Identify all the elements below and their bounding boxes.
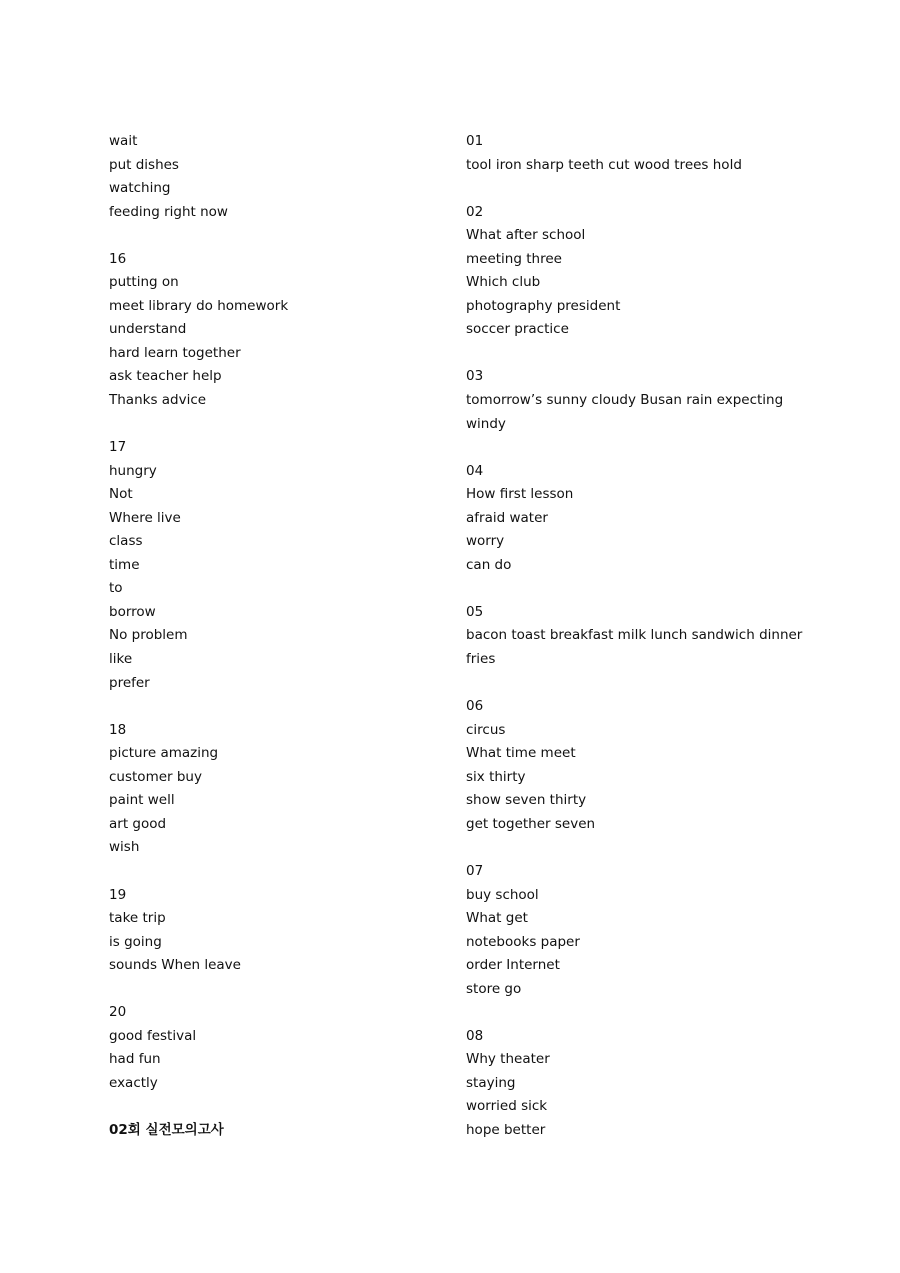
blank-line: [466, 436, 866, 460]
section-heading: 02회 실전모의고사: [109, 1121, 224, 1138]
question-number: 08: [466, 1027, 484, 1044]
answer-line: hard learn together: [109, 344, 241, 361]
answer-line: Where live: [109, 509, 181, 526]
answer-line: Which club: [466, 274, 541, 291]
blank-line: [466, 342, 866, 366]
answer-line: hope better: [466, 1121, 546, 1138]
question-number: 17: [109, 439, 127, 456]
answer-line: worried sick: [466, 1098, 548, 1115]
answer-line: had fun: [109, 1051, 161, 1068]
answer-line: circus: [466, 721, 506, 738]
answer-line: borrow: [109, 603, 156, 620]
answer-line: art good: [109, 815, 167, 832]
answer-line: soccer practice: [466, 321, 569, 338]
question-number: 06: [466, 698, 484, 715]
answer-line: take trip: [109, 910, 166, 927]
blank-line: [466, 672, 866, 696]
answer-line: prefer: [109, 674, 150, 691]
answer-line: good festival: [109, 1027, 197, 1044]
answer-line: like: [109, 651, 133, 668]
answer-line: time: [109, 556, 140, 573]
blank-line: [466, 836, 866, 860]
answer-line: show seven thirty: [466, 792, 587, 809]
blank-line: [466, 1001, 866, 1025]
answer-line: exactly: [109, 1074, 158, 1091]
answer-line: wait: [109, 133, 138, 149]
question-number: 03: [466, 368, 484, 385]
question-number: 16: [109, 250, 127, 267]
answer-line: understand: [109, 321, 187, 338]
blank-line: [109, 224, 439, 248]
answer-line: watching: [109, 180, 171, 197]
answer-line: customer buy: [109, 768, 202, 785]
left-column: [109, 130, 439, 1143]
answer-line: How first lesson: [466, 486, 574, 503]
answer-line: six thirty: [466, 768, 526, 785]
answer-line: What after school: [466, 227, 586, 244]
blank-line: [109, 978, 439, 1002]
blank-line: [109, 1095, 439, 1119]
question-number: 18: [109, 721, 127, 738]
blank-line: [466, 177, 866, 201]
question-number: 04: [466, 462, 484, 479]
answer-line: Why theater: [466, 1051, 550, 1068]
answer-line: Thanks advice: [109, 392, 207, 409]
answer-line: sounds When leave: [109, 957, 241, 974]
answer-line: is going: [109, 933, 162, 950]
answer-line: putting on: [109, 274, 179, 291]
answer-line: buy school: [466, 886, 539, 903]
answer-line: hungry: [109, 462, 157, 479]
answer-line: wish: [109, 839, 140, 856]
answer-line: class: [109, 533, 143, 550]
answer-line: fries: [466, 651, 496, 668]
answer-line: notebooks paper: [466, 933, 580, 950]
answer-line: put dishes: [109, 156, 179, 173]
blank-line: [466, 577, 866, 601]
answer-line: meet library do homework: [109, 297, 289, 314]
answer-line: worry: [466, 533, 505, 550]
answer-line: staying: [466, 1074, 516, 1091]
blank-line: [109, 413, 439, 437]
answer-line: to: [109, 580, 123, 597]
answer-line: feeding right now: [109, 203, 228, 220]
question-number: 19: [109, 886, 127, 903]
answer-line: bacon toast breakfast milk lunch sandwich dinner: [466, 627, 803, 644]
answer-line: afraid water: [466, 509, 548, 526]
answer-line: meeting three: [466, 250, 562, 267]
answer-line: can do: [466, 556, 512, 573]
answer-line: windy: [466, 415, 506, 432]
answer-line: What time meet: [466, 745, 576, 762]
answer-line: order Internet: [466, 957, 560, 974]
question-number: 01: [466, 133, 484, 149]
answer-line: get together seven: [466, 815, 596, 832]
answer-line: tool iron sharp teeth cut wood trees hold: [466, 156, 742, 173]
answer-line: ask teacher help: [109, 368, 222, 385]
question-number: 05: [466, 603, 484, 620]
answer-line: What get: [466, 910, 528, 927]
blank-line: [109, 860, 439, 884]
answer-line: store go: [466, 980, 522, 997]
answer-line: tomorrow’s sunny cloudy Busan rain expecting: [466, 392, 784, 409]
answer-line: picture amazing: [109, 745, 219, 762]
answer-line: paint well: [109, 792, 175, 809]
question-number: 20: [109, 1004, 127, 1021]
question-number: 02: [466, 203, 484, 220]
answer-line: No problem: [109, 627, 188, 644]
question-number: 07: [466, 862, 484, 879]
answer-line: photography president: [466, 297, 621, 314]
blank-line: [109, 695, 439, 719]
answer-line: Not: [109, 486, 133, 503]
right-column: [466, 130, 866, 1143]
